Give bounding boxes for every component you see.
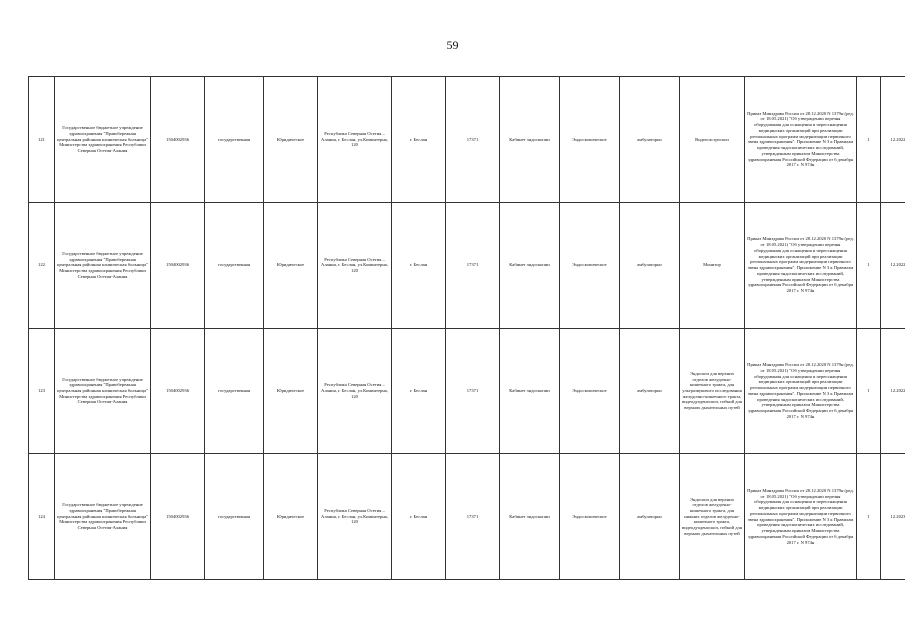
legal-status-cell: Юридическое — [264, 454, 318, 580]
quantity-cell: 1 — [857, 454, 881, 580]
organization-name-cell: Государственное бюджетное учреждение здравоохранения "Правобережная центральная районная клиническая больница" Министерства здравоохранения Республики Северная Осетия-Алания — [55, 328, 151, 454]
equipment-name-cell: Монитор — [680, 202, 745, 328]
equipment-register-table — [28, 76, 905, 580]
legal-status-cell: Юридическое — [264, 328, 318, 454]
address-cell: Республика Северная Осетия – Алания, г. Беслан, ул.Коминтерна, 120 — [318, 454, 392, 580]
ownership-form-cell: государственная — [205, 328, 264, 454]
legal-status-cell: Юридическое — [264, 77, 318, 203]
quantity-cell: 1 — [857, 202, 881, 328]
ownership-form-cell: государственная — [205, 202, 264, 328]
ownership-form-cell: государственная — [205, 77, 264, 203]
equipment-name-cell: Эндоскоп для верхних отделов желудочно-кишечного тракта, для ультразвукового исследования желудочно-кишечного тракта, видеодуоденоскоп, гибкий для верхних дыхательных путей — [680, 328, 745, 454]
city-cell: г. Беслан — [392, 454, 446, 580]
inn-cell: 1504002936 — [151, 328, 205, 454]
legal-status-cell: Юридическое — [264, 202, 318, 328]
profile-cell: Эндоскопическое — [560, 328, 620, 454]
delivery-date-cell: 12.2022 — [881, 77, 905, 203]
table-row — [29, 454, 905, 580]
equipment-name-cell: Видеогастроскоп — [680, 77, 745, 203]
care-type-cell: амбулаторно — [620, 202, 680, 328]
address-cell: Республика Северная Осетия – Алания, г. Беслан, ул.Коминтерна, 120 — [318, 77, 392, 203]
address-cell: Республика Северная Осетия – Алания, г. Беслан, ул.Коминтерна, 120 — [318, 328, 392, 454]
table-row — [29, 77, 905, 203]
inn-cell: 1504002936 — [151, 454, 205, 580]
inn-cell: 1504002936 — [151, 77, 205, 203]
inn-cell: 1504002936 — [151, 202, 205, 328]
city-cell: г. Беслан — [392, 77, 446, 203]
table-row — [29, 202, 905, 328]
department-cell: Кабинет эндоскопии — [500, 454, 560, 580]
city-cell: г. Беслан — [392, 328, 446, 454]
table-row — [29, 328, 905, 454]
address-cell: Республика Северная Осетия – Алания, г. Беслан, ул.Коминтерна, 120 — [318, 202, 392, 328]
code-cell: 17371 — [446, 202, 500, 328]
delivery-date-cell: 12.2022 — [881, 202, 905, 328]
department-cell: Кабинет эндоскопии — [500, 202, 560, 328]
code-cell: 17371 — [446, 454, 500, 580]
profile-cell: Эндоскопическое — [560, 454, 620, 580]
ownership-form-cell: государственная — [205, 454, 264, 580]
care-type-cell: амбулаторно — [620, 454, 680, 580]
profile-cell: Эндоскопическое — [560, 77, 620, 203]
legal-basis-cell: Приказ Минздрава России от 28.12.2020 N 1379н (ред. от 18.05.2021) "Об утверждении перечня оборудования для оснащения и переоснащения медицинских организаций при реализации региональных программ модернизации первичного звена здравоохранения". Приложение N 3 к Правилам проведения эндоскопических исследований, утвержденным приказом Министерства здравоохранения Российской Федерации от 6 декабря 2017 г. N 974н — [745, 328, 857, 454]
department-cell: Кабинет эндоскопии — [500, 328, 560, 454]
page-number: 59 — [446, 38, 459, 52]
care-type-cell: амбулаторно — [620, 77, 680, 203]
quantity-cell: 1 — [857, 328, 881, 454]
quantity-cell: 1 — [857, 77, 881, 203]
equipment-name-cell: Эндоскоп для верхних отделов желудочно-кишечного тракта, для нижних отделов желудочно-кишечного тракта, видеодуоденоскоп, гибкий для верхних дыхательных путей — [680, 454, 745, 580]
row-number-cell: 124 — [29, 454, 55, 580]
delivery-date-cell: 12.2022 — [881, 328, 905, 454]
care-type-cell: амбулаторно — [620, 328, 680, 454]
organization-name-cell: Государственное бюджетное учреждение здравоохранения "Правобережная центральная районная клиническая больница" Министерства здравоохранения Республики Северная Осетия-Алания — [55, 77, 151, 203]
row-number-cell: 123 — [29, 328, 55, 454]
profile-cell: Эндоскопическое — [560, 202, 620, 328]
legal-basis-cell: Приказ Минздрава России от 28.12.2020 N 1379н (ред. от 18.05.2021) "Об утверждении перечня оборудования для оснащения и переоснащения медицинских организаций при реализации региональных программ модернизации первичного звена здравоохранения". Приложение N 3 к Правилам проведения эндоскопических исследований, утвержденным приказом Министерства здравоохранения Российской Федерации от 6 декабря 2017 г. N 974н — [745, 77, 857, 203]
legal-basis-cell: Приказ Минздрава России от 28.12.2020 N 1379н (ред. от 18.05.2021) "Об утверждении перечня оборудования для оснащения и переоснащения медицинских организаций при реализации региональных программ модернизации первичного звена здравоохранения". Приложение N 3 к Правилам проведения эндоскопических исследований, утвержденным приказом Министерства здравоохранения Российской Федерации от 6 декабря 2017 г. N 974н — [745, 454, 857, 580]
row-number-cell: 121 — [29, 77, 55, 203]
code-cell: 17371 — [446, 328, 500, 454]
code-cell: 17371 — [446, 77, 500, 203]
delivery-date-cell: 12.2023 — [881, 454, 905, 580]
department-cell: Кабинет эндоскопии — [500, 77, 560, 203]
row-number-cell: 122 — [29, 202, 55, 328]
organization-name-cell: Государственное бюджетное учреждение здравоохранения "Правобережная центральная районная клиническая больница" Министерства здравоохранения Республики Северная Осетия-Алания — [55, 202, 151, 328]
city-cell: г. Беслан — [392, 202, 446, 328]
legal-basis-cell: Приказ Минздрава России от 28.12.2020 N 1379н (ред. от 18.05.2021) "Об утверждении перечня оборудования для оснащения и переоснащения медицинских организаций при реализации региональных программ модернизации первичного звена здравоохранения". Приложение N 3 к Правилам проведения эндоскопических исследований, утвержденным приказом Министерства здравоохранения Российской Федерации от 6 декабря 2017 г. N 974н — [745, 202, 857, 328]
organization-name-cell: Государственное бюджетное учреждение здравоохранения "Правобережная центральная районная клиническая больница" Министерства здравоохранения Республики Северная Осетия-Алания — [55, 454, 151, 580]
